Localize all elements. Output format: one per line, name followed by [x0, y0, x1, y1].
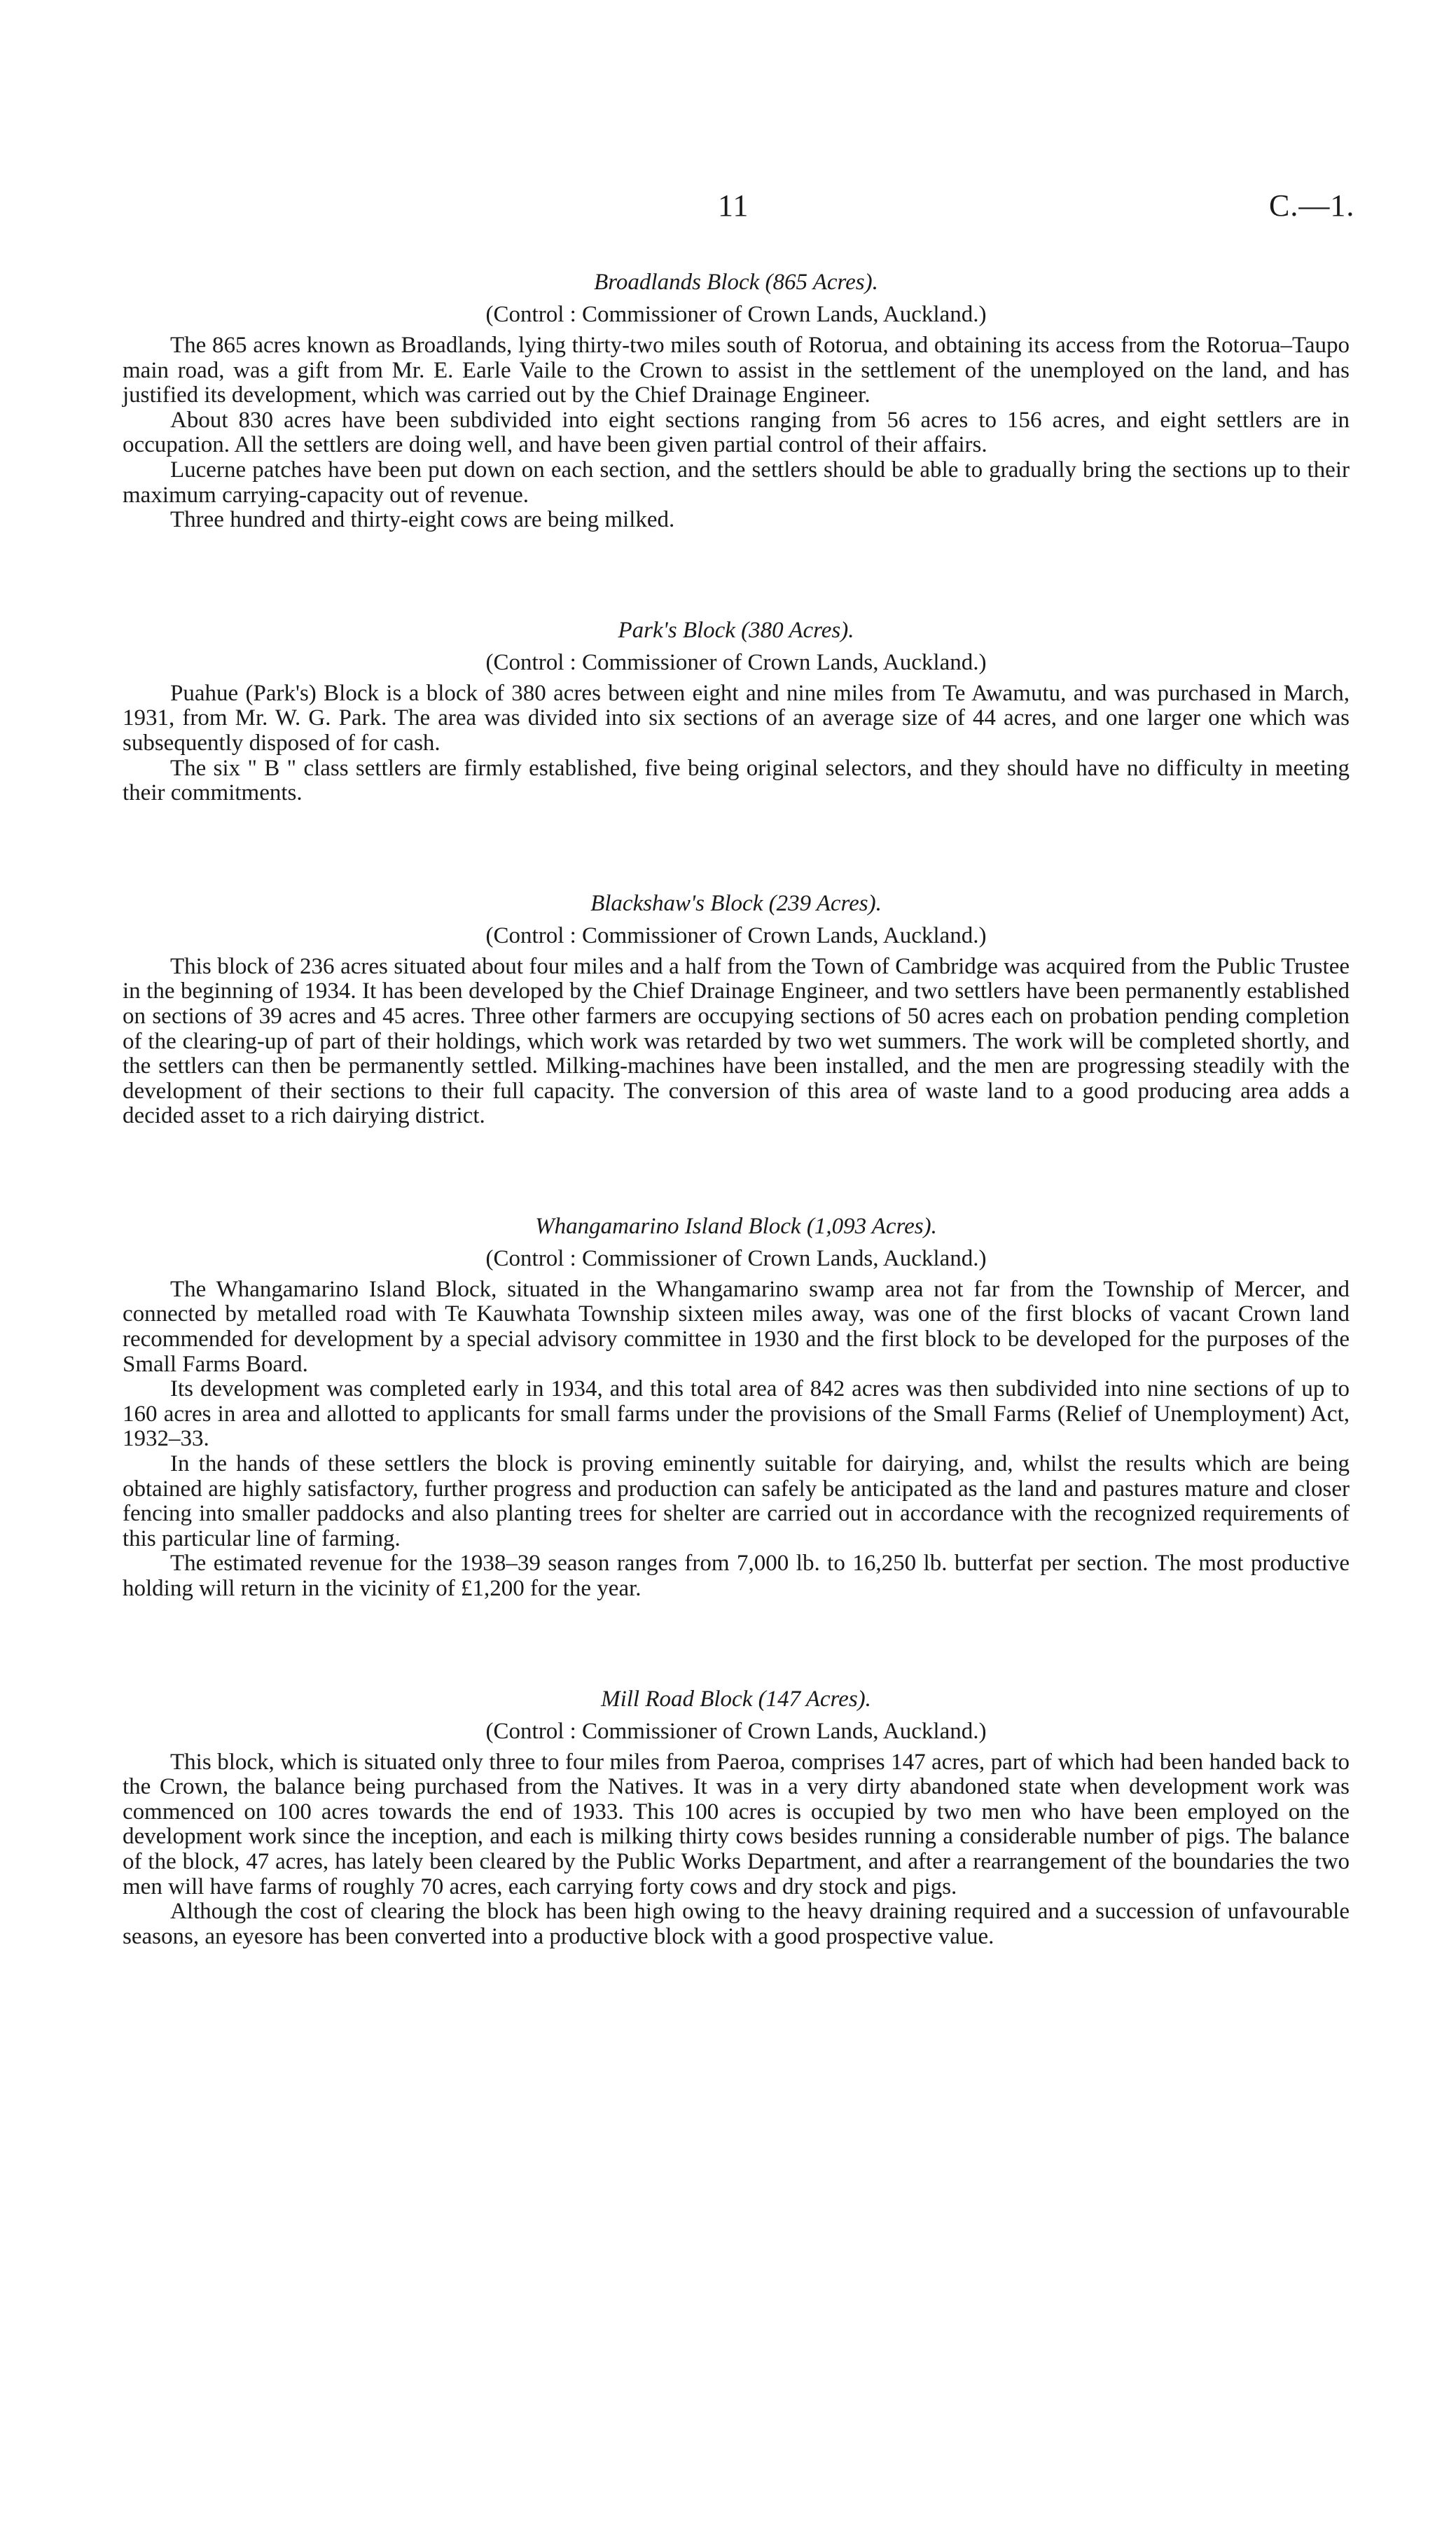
paragraph: Three hundred and thirty-eight cows are being milked.	[170, 507, 675, 533]
paragraph: About 830 acres have been subdivided into eight sections ranging from 56 acres to 156 acres, and eight settlers are in occupation. All the settlers are doing well, and have been given partial control of their affairs.	[123, 407, 1350, 458]
document-reference: C.—1.	[1269, 188, 1355, 223]
section-title: Broadlands Block (865 Acres).	[594, 270, 878, 295]
page-header	[0, 188, 1456, 230]
paragraph: In the hands of these settlers the block is proving eminently suitable for dairying, and, whilst the results which are being obtained are highly satisfactory, further progress and production can safely be anticipated as the land and pastures mature and closer fencing into smaller paddocks and also planting trees for shelter are carried out in accordance with the recognized requirements of this particular line of farming.	[123, 1451, 1350, 1551]
page-number: 11	[718, 188, 749, 223]
section-blackshaws-block	[123, 889, 1350, 1129]
paragraph: Although the cost of clearing the block has been high owing to the heavy draining required and a succession of unfavourable seasons, an eyesore has been converted into a productive block with a good prospective value.	[123, 1899, 1350, 1949]
section-title: Mill Road Block (147 Acres).	[601, 1686, 871, 1712]
section-title: Whangamarino Island Block (1,093 Acres).	[535, 1213, 937, 1239]
paragraph: The estimated revenue for the 1938–39 season ranges from 7,000 lb. to 16,250 lb. butterfat per section. The most productive holding will return in the vicinity of £1,200 for the year.	[123, 1551, 1350, 1601]
section-control: (Control : Commissioner of Crown Lands, Auckland.)	[485, 1718, 987, 1744]
section-control: (Control : Commissioner of Crown Lands, Auckland.)	[485, 1245, 987, 1271]
section-control: (Control : Commissioner of Crown Lands, Auckland.)	[485, 302, 987, 327]
section-mill-road-block	[123, 1684, 1350, 1950]
section-parks-block	[123, 616, 1350, 806]
paragraph: This block of 236 acres situated about four miles and a half from the Town of Cambridge was acquired from the Public Trustee in the beginning of 1934. It has been developed by the Chief Drainage Engineer, and two settlers have been permanently established on sections of 39 acres and 45 acres. Three other farmers are occupying sections of 50 acres each on probation pending completion of the clearing-up of part of their holdings, which work was retarded by two wet summers. The work will be completed shortly, and the settlers can then be permanently settled. Milking-machines have been installed, and the men are progressing steadily with the development of their sections to their full capacity. The conversion of this area of waste land to a good producing area adds a decided asset to a rich dairying district.	[123, 953, 1350, 1129]
report-body	[123, 268, 1350, 1949]
paragraph: This block, which is situated only three to four miles from Paeroa, comprises 147 acres, part of which had been handed back to the Crown, the balance being purchased from the Natives. It was in a very dirty abandoned state when development work was commenced on 100 acres towards the end of 1933. This 100 acres is occupied by two men who have been employed on the development work since the inception, and each is milking thirty cows besides running a considerable number of pigs. The balance of the block, 47 acres, has lately been cleared by the Public Works Department, and after a rearrangement of the boundaries the two men will have farms of roughly 70 acres, each carrying forty cows and dry stock and pigs.	[123, 1749, 1350, 1899]
paragraph: Puahue (Park's) Block is a block of 380 acres between eight and nine miles from Te Awamutu, and was purchased in March, 1931, from Mr. W. G. Park. The area was divided into six sections of an average size of 44 acres, and one larger one which was subsequently disposed of for cash.	[123, 680, 1350, 756]
section-whangamarino-island-block	[123, 1212, 1350, 1602]
section-title: Blackshaw's Block (239 Acres).	[590, 890, 882, 916]
paragraph: The 865 acres known as Broadlands, lying thirty-two miles south of Rotorua, and obtaining its access from the Rotorua–Taupo main road, was a gift from Mr. E. Earle Vaile to the Crown to assist in the settlement of the unemployed on the land, and has justified its development, which was carried out by the Chief Drainage Engineer.	[123, 333, 1350, 408]
section-title: Park's Block (380 Acres).	[618, 617, 854, 643]
paragraph: The six " B " class settlers are firmly established, five being original selectors, and they should have no difficulty in meeting their commitments.	[123, 755, 1350, 806]
section-control: (Control : Commissioner of Crown Lands, Auckland.)	[485, 649, 987, 675]
paragraph: Lucerne patches have been put down on each section, and the settlers should be able to gradually bring the sections up to their maximum carrying-capacity out of revenue.	[123, 457, 1350, 508]
section-control: (Control : Commissioner of Crown Lands, Auckland.)	[485, 922, 987, 948]
section-broadlands-block	[123, 268, 1350, 533]
paragraph: Its development was completed early in 1934, and this total area of 842 acres was then subdivided into nine sections of up to 160 acres in area and allotted to applicants for small farms under the provisions of the Small Farms (Relief of Unemployment) Act, 1932–33.	[123, 1376, 1350, 1452]
paragraph: The Whangamarino Island Block, situated in the Whangamarino swamp area not far from the Township of Mercer, and connected by metalled road with Te Kauwhata Township sixteen miles away, was one of the first blocks of vacant Crown land recommended for development by a special advisory committee in 1930 and the first block to be developed for the purposes of the Small Farms Board.	[123, 1276, 1350, 1377]
